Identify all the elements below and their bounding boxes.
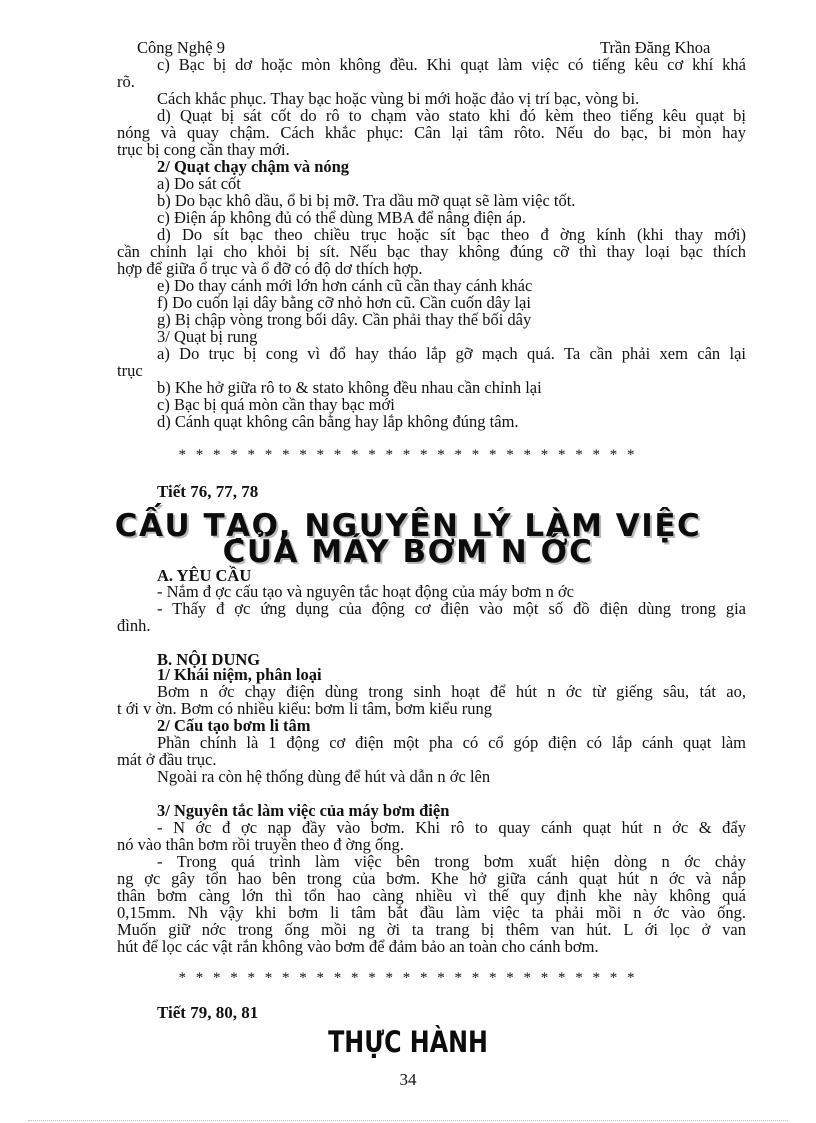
list-item: - Nắm đ ợc cấu tạo và nguyên tắc hoạt động của máy bơm n ớc	[157, 582, 574, 601]
text-line: trục bị cong cần thay mới.	[117, 140, 290, 159]
separator: * * * * * * * * * * * * * * * * * * * * * * * * * * *	[178, 970, 638, 986]
subsection-heading: 3/ Nguyên tắc làm việc của máy bơm điện	[157, 801, 450, 820]
lesson-title-line1: CẤU TẠO, NGUYÊN LÝ LÀM VIỆC	[114, 508, 702, 544]
section-heading: 3/ Quạt bị rung	[157, 327, 258, 346]
text-line: mát ở đầu trục.	[117, 750, 217, 769]
list-item: f) Do cuốn lại dây bằng cỡ nhỏ hơn cũ. Cần cuốn dây lại	[157, 293, 531, 312]
text-line: Phần chính là 1 động cơ điện một pha có cổ góp điện có lắp cánh quạt làm	[157, 733, 746, 752]
lesson-label: Tiết 79, 80, 81	[157, 1003, 259, 1022]
header-author: Trần Đăng Khoa	[600, 38, 711, 57]
text-line: 0,15mm. Nh vậy khi bơm li tâm bắt đầu làm việc ta phải mồi n ớc vào ống.	[117, 903, 746, 922]
page-number: 34	[399, 1070, 417, 1089]
text-line: đình.	[117, 616, 151, 635]
list-item: g) Bị chập vòng trong bối dây. Cần phải thay thế bối dây	[157, 310, 532, 329]
list-item: e) Do thay cánh mới lớn hơn cánh cũ cần thay cánh khác	[157, 276, 533, 295]
subsection-heading: 2/ Cấu tạo bơm li tâm	[157, 716, 311, 735]
text-line: Cách khắc phục. Thay bạc hoặc vùng bi mới hoặc đảo vị trí bạc, vòng bi.	[157, 89, 640, 108]
list-item: c) Điện áp không đủ có thể dùng MBA để nâng điện áp.	[157, 208, 526, 227]
list-item: a) Do sát cốt	[157, 174, 241, 193]
text-line: t ới v ờn. Bơm có nhiều kiểu: bơm li tâm, bơm kiểu rung	[117, 699, 492, 718]
lesson-label: Tiết 76, 77, 78	[157, 482, 259, 501]
text-line: d) Quạt bị sát cốt do rô to chạm vào stato khi đó kèm theo tiếng kêu quạt bị	[157, 106, 746, 125]
lesson-title: THỰC HÀNH	[328, 1025, 488, 1059]
separator: * * * * * * * * * * * * * * * * * * * * * * * * * * *	[178, 447, 638, 463]
text-line: rõ.	[117, 72, 135, 91]
text-line: ng ợc gây tổn hao bên trong của bơm. Khe hở giữa cánh quạt hút n ớc và nắp	[117, 869, 746, 888]
text-line: trục	[117, 361, 143, 380]
text-line: - N ớc đ ợc nạp đầy vào bơm. Khi rô to quay cánh quạt hút n ớc & đẩy	[157, 818, 746, 837]
text-line: Bơm n ớc chạy điện dùng trong sinh hoạt để hút n ớc từ giếng sâu, tát ao,	[157, 682, 746, 701]
list-item: b) Do bạc khô dầu, ổ bi bị mỡ. Tra dầu mỡ quạt sẽ làm việc tốt.	[157, 191, 576, 210]
list-item: d) Cánh quạt không cân bằng hay lắp không đúng tâm.	[157, 412, 519, 431]
text-line: hút để lọc các vật rắn không vào bơm để đảm bảo an toàn cho cánh bơm.	[117, 937, 599, 956]
list-item: - Thấy đ ợc ứng dụng của động cơ điện vào một số đồ điện dùng trong gia	[157, 599, 746, 618]
list-item: b) Khe hở giữa rô to & stato không đều nhau cần chỉnh lại	[157, 378, 542, 397]
section-heading: B. NỘI DUNG	[157, 650, 261, 669]
text-line: Muốn giữ nớc trong ống mồi ng ời ta trang bị thêm van hút. L ới lọc ở van	[117, 920, 746, 939]
lesson-title-line2: CỦA MÁY BƠM N ỚC	[222, 534, 594, 570]
text-line: nó vào thân bơm rồi truyền theo đ ờng ống.	[117, 835, 404, 854]
page-bottom-rule	[28, 1120, 788, 1121]
header-subject: Công Nghệ 9	[137, 38, 225, 57]
list-item: c) Bạc bị quá mòn cần thay bạc mới	[157, 395, 395, 414]
section-heading: A. YÊU CẦU	[157, 566, 252, 585]
text-line: Ngoài ra còn hệ thống dùng để hút và dẫn n ớc lên	[157, 767, 491, 786]
text-line: hợp để giữa ổ trục và ổ đỡ có độ dơ thích hợp.	[117, 259, 423, 278]
subsection-heading: 1/ Khái niệm, phân loại	[157, 665, 322, 684]
text-line: nóng và quay chậm. Cách khắc phục: Cân lại tâm rôto. Nếu do bạc, bi mòn hay	[117, 123, 746, 142]
text-line: - Trong quá trình làm việc bên trong bơm xuất hiện dòng n ớc chảy	[157, 852, 746, 871]
list-item: a) Do trục bị cong vì đổ hay tháo lắp gỡ mạch quá. Ta cần phải xem cân lại	[157, 344, 746, 363]
text-line: thân bơm càng lớn thì tổn hao càng nhiều vì thế quy định khe này không quá	[117, 886, 746, 905]
text-line: c) Bạc bị dơ hoặc mòn không đều. Khi quạt làm việc có tiếng kêu cơ khí khá	[157, 55, 746, 74]
list-item: d) Do sít bạc theo chiều trục hoặc sít bạc theo đ ờng kính (khi thay mới)	[157, 225, 746, 244]
section-heading: 2/ Quạt chạy chậm và nóng	[157, 157, 350, 176]
text-line: cần chỉnh lại cho khỏi bị sít. Nếu bạc thay không đúng cỡ thì thay loại bạc thích	[117, 242, 746, 261]
